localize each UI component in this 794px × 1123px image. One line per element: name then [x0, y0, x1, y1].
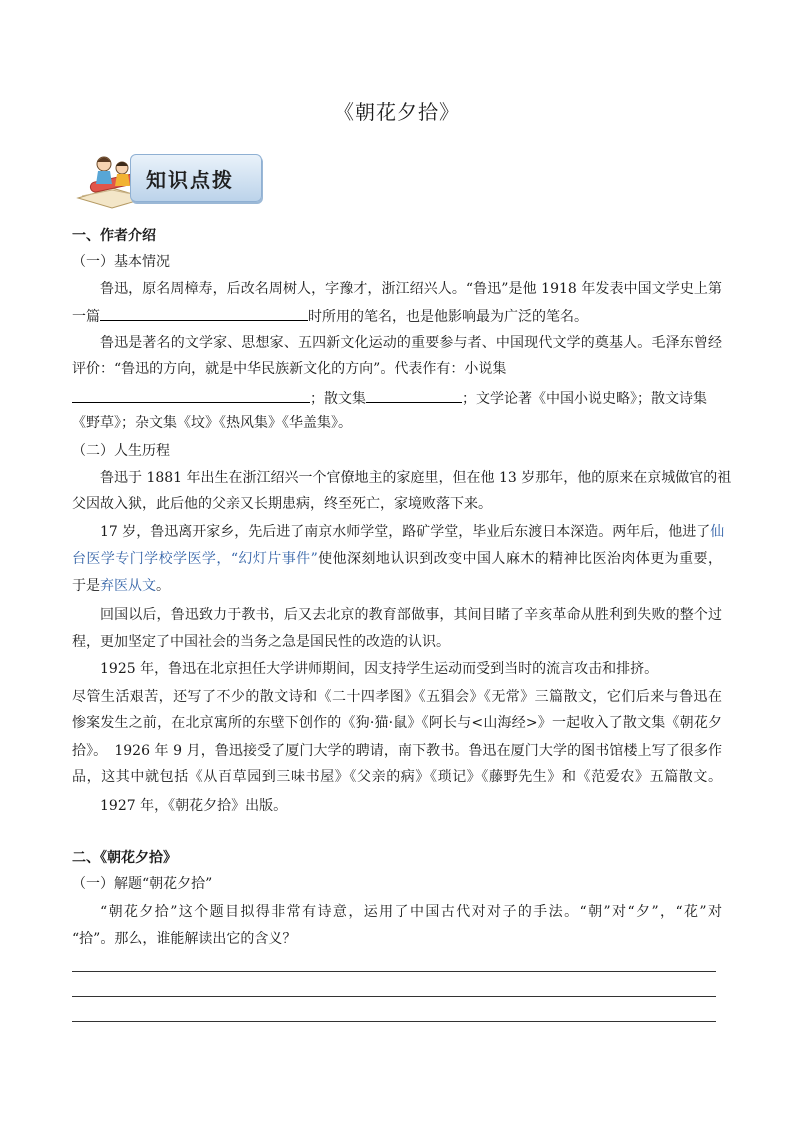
- subheading-title-meaning: （一）解题“朝花夕拾”: [72, 876, 213, 892]
- highlight-text: “幻灯片事件”: [230, 551, 318, 567]
- knowledge-banner: [72, 150, 262, 210]
- fill-blank[interactable]: [100, 305, 308, 321]
- banner-label: 知识点拨: [146, 168, 234, 192]
- highlight-text: 仙: [710, 524, 725, 540]
- paragraph-line: [72, 549, 722, 569]
- answer-line[interactable]: [72, 971, 716, 972]
- paragraph-line: [100, 522, 725, 542]
- paragraph-line: [72, 387, 722, 409]
- section-heading-book: 二、《朝花夕拾》: [72, 850, 177, 866]
- paragraph-line: 1925 年，鲁迅在北京担任大学讲师期间，因支持学生运动而受到当时的流言攻击和排挤。: [100, 661, 659, 677]
- text-fragment: 于是: [72, 578, 100, 594]
- fill-blank[interactable]: [366, 387, 462, 403]
- text-fragment: ；文学论著《中国小说史略》；散文诗集: [462, 391, 707, 407]
- paragraph-line: “拾”。那么，谁能解读出它的含义？: [72, 931, 297, 947]
- fill-blank[interactable]: [72, 387, 310, 403]
- highlight-text: 弃医从文: [100, 578, 156, 594]
- text-fragment: 使他深刻地认识到改变中国人麻木的精神比医治肉体更为重要，: [317, 551, 722, 567]
- subheading-basic-info: （一）基本情况: [72, 254, 170, 270]
- paragraph-line: 《野草》；杂文集《坟》《热风集》《华盖集》。: [72, 415, 352, 431]
- paragraph-line: 惨案发生之前，在北京寓所的东壁下创作的《狗·猫·鼠》《阿长与<山海经>》一起收入了散文集《朝花夕: [72, 715, 722, 731]
- paragraph-line: “朝花夕拾”这个题目拟得非常有诗意，运用了中国古代对对子的手法。“朝”对“夕”，“花”对: [100, 904, 722, 920]
- text-fragment: ；散文集: [310, 391, 366, 407]
- paragraph-line: 鲁迅是著名的文学家、思想家、五四新文化运动的重要参与者、中国现代文学的奠基人。毛泽东曾经: [100, 335, 722, 351]
- answer-line[interactable]: [72, 996, 716, 997]
- text-fragment: 17 岁，鲁迅离开家乡，先后进了南京水师学堂，路矿学堂，毕业后东渡日本深造。两年后，他进了: [100, 524, 711, 540]
- paragraph-line: 鲁迅于 1881 年出生在浙江绍兴一个官僚地主的家庭里，但在他 13 岁那年，他的原来在京城做官的祖: [100, 470, 732, 486]
- paragraph-line: 鲁迅，原名周樟寿，后改名周树人，字豫才，浙江绍兴人。“鲁迅”是他 1918 年发表中国文学史上第: [100, 281, 722, 297]
- paragraph-line: 回国以后，鲁迅致力于教书，后又去北京的教育部做事，其间目睹了辛亥革命从胜利到失败的整个过: [100, 607, 722, 623]
- page-title: 《朝花夕拾》: [334, 100, 460, 124]
- paragraph-line: 尽管生活艰苦，还写了不少的散文诗和《二十四孝图》《五猖会》《无常》三篇散文，它们后来与鲁迅在: [72, 689, 722, 705]
- text-fragment: 时所用的笔名，也是他影响最为广泛的笔名。: [308, 309, 588, 325]
- paragraph-line: 评价：“鲁迅的方向，就是中华民族新文化的方向”。代表作有：小说集: [72, 361, 507, 377]
- section-heading-author: 一、作者介绍: [72, 228, 156, 244]
- answer-line[interactable]: [72, 1021, 716, 1022]
- text-fragment: 。: [156, 578, 170, 594]
- paragraph-line: [72, 576, 722, 596]
- paragraph-line: [72, 305, 722, 327]
- subheading-life: （二）人生历程: [72, 443, 170, 459]
- paragraph-line: 父因故入狱，此后他的父亲又长期患病，终至死亡，家境败落下来。: [72, 496, 492, 512]
- paragraph-line: 程，更加坚定了中国社会的当务之急是国民性的改造的认识。: [72, 634, 450, 650]
- highlight-text: 台医学专门学校学医学，: [72, 551, 231, 567]
- paragraph-line: 品，这其中就包括《从百草园到三味书屋》《父亲的病》《琐记》《藤野先生》和《范爱农》五篇散文。: [72, 769, 722, 785]
- paragraph-line: 1927 年，《朝花夕拾》出版。: [100, 798, 288, 814]
- text-fragment: 一篇: [72, 309, 100, 325]
- paragraph-line: 拾》。 1926 年 9 月，鲁迅接受了厦门大学的聘请，南下教书。鲁迅在厦门大学的图书馆楼上写了很多作: [72, 743, 722, 759]
